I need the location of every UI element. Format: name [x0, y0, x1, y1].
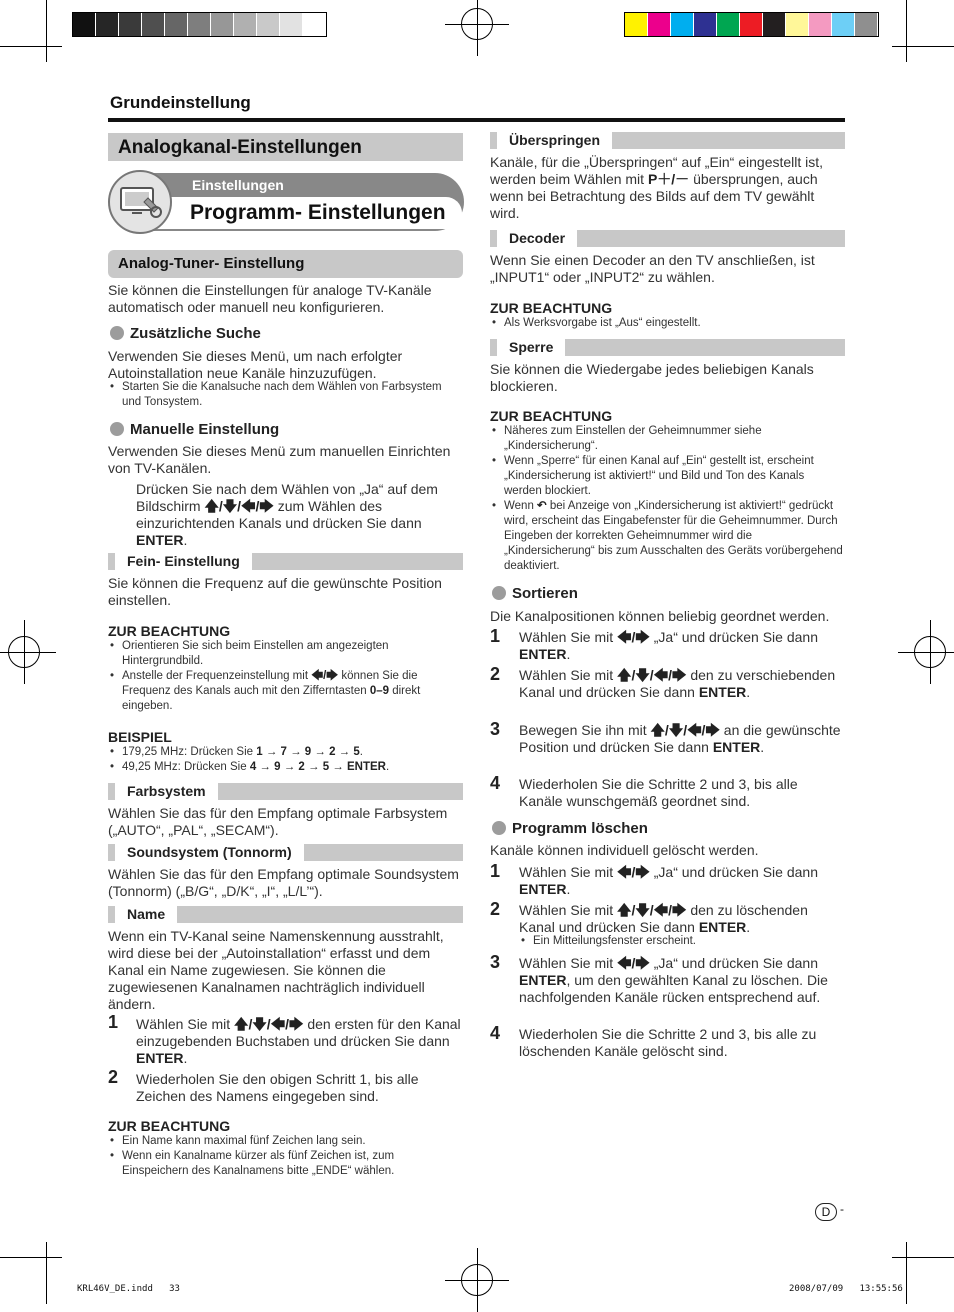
- name-text: Wenn ein TV-Kanal seine Namenskennung ausstrahlt, wird diese bei der „Autoinstallation“ erfasst und dem Kanal ein Name zugewiesen. Sie können die zugewiesenen Kanalnamen nachträglich individuell ändern.: [108, 928, 444, 1012]
- sperre-notes: • Näheres zum Einstellen der Geheimnummer siehe „Kindersicherung“. • Wenn „Sperre“ für einen Kanal auf „Ein“ gestellt ist, erscheint „Kindersicherung ist aktiviert!“ und Bild und Ton des Kanals werden blockiert. • Wenn ↶ bei Anzeige von „Kindersicherung ist aktiviert!“ gedrückt wird, erscheint das Eingabefenster für die Geheimnummer. Durch Eingeben der korrekten Geheimnummer wird die „Kindersicherung“ bis zum Ausschalten des Geräts vorübergehend deaktiviert.: [490, 424, 845, 574]
- manuell-text: Verwenden Sie dieses Menü zum manuellen Einrichten von TV-Kanälen.: [108, 443, 451, 476]
- color-swatch: [694, 13, 717, 36]
- color-swatch: [671, 13, 694, 36]
- sub-title-bar: [108, 250, 463, 278]
- color-swatch: [809, 13, 832, 36]
- loeschen-step-4: Wiederholen Sie die Schritte 2 und 3, bis alle zu löschenden Kanäle gelöscht sind.: [519, 1026, 817, 1059]
- zusatz-heading: Zusätzliche Suche: [110, 325, 261, 342]
- badge-small-label: Einstellungen: [192, 177, 284, 193]
- sperre-bar: Sperre: [490, 339, 845, 356]
- color-swatch: [142, 13, 165, 36]
- fein-text: Sie können die Frequenz auf die gewünschte Position einstellen.: [108, 575, 442, 608]
- color-swatch: [625, 13, 648, 36]
- section-title-bar: [108, 133, 463, 161]
- color-swatch: [211, 13, 234, 36]
- color-swatch: [717, 13, 740, 36]
- color-swatch: [96, 13, 119, 36]
- section-header: Grundeinstellung: [110, 93, 251, 112]
- step-number: 4: [490, 1023, 501, 1043]
- color-swatch: [303, 13, 326, 36]
- step-number: 1: [108, 1012, 119, 1032]
- color-swatch: [119, 13, 142, 36]
- color-swatch: [832, 13, 855, 36]
- color-swatch: [165, 13, 188, 36]
- name-notes: • Ein Name kann maximal fünf Zeichen lang sein. • Wenn ein Kanalname kürzer als fünf Zeichen ist, zum Einspeichern des Kanalnamens bitte „ENDE“ wählen.: [108, 1134, 463, 1179]
- loeschen-text: Kanäle können individuell gelöscht werden.: [490, 842, 759, 858]
- step-number: 4: [490, 773, 501, 793]
- zusatz-note: • Starten Sie die Kanalsuche nach dem Wählen von Farbsystem und Tonsystem.: [108, 380, 463, 410]
- page-dash: -: [840, 1202, 844, 1216]
- step-number: 2: [490, 899, 501, 919]
- step-number: 1: [490, 861, 501, 881]
- color-swatch: [740, 13, 763, 36]
- gray-swatch-bar: [72, 12, 327, 37]
- beispiel-list: • 179,25 MHz: Drücken Sie 1 → 7 → 9 → 2 → 5. • 49,25 MHz: Drücken Sie 4 → 9 → 2 → 5 → ENTER.: [108, 745, 463, 775]
- loeschen-heading: Programm löschen: [492, 820, 648, 837]
- timestamp: 2008/07/09 13:55:56: [789, 1284, 903, 1294]
- sub-title: Analog-Tuner- Einstellung: [118, 255, 305, 272]
- page-badge: D: [815, 1203, 837, 1221]
- ueberspringen-bar: Überspringen: [490, 132, 845, 149]
- decoder-text: Wenn Sie einen Decoder an den TV anschließen, ist „INPUT1“ oder „INPUT2“ zu wählen.: [490, 252, 815, 285]
- step-number: 2: [108, 1067, 119, 1087]
- color-swatch: [73, 13, 96, 36]
- intro-text: Sie können die Einstellungen für analoge TV-Kanäle automatisch oder manuell neu konfigurieren.: [108, 282, 432, 315]
- ueberspringen-text: Kanäle, für die „Überspringen“ auf „Ein“ eingestellt ist, werden beim Wählen mit P＋/－ übersprungen, auch wenn bei Betrachtung des Bilds auf dem TV gewählt wird.: [490, 154, 824, 221]
- manuell-heading: Manuelle Einstellung: [110, 421, 279, 438]
- decoder-note-title: ZUR BEACHTUNG: [490, 300, 613, 316]
- zusatz-text: Verwenden Sie dieses Menü, um nach erfolgter Autoinstallation neue Kanäle hinzuzufügen.: [108, 348, 403, 381]
- farbsystem-text: Wählen Sie das für den Empfang optimale Farbsystem („AUTO“, „PAL“, „SECAM“).: [108, 805, 448, 838]
- sperre-note-title: ZUR BEACHTUNG: [490, 408, 613, 424]
- sortieren-step-1: Wählen Sie mit 🡄/🡆 „Ja“ und drücken Sie dann ENTER.: [519, 629, 818, 662]
- sortieren-step-4: Wiederholen Sie die Schritte 2 und 3, bis alle Kanäle wunschgemäß geordnet sind.: [519, 776, 798, 809]
- sortieren-step-3: Bewegen Sie ihn mit 🡅/🡇/🡄/🡆 an die gewünschte Position und drücken Sie dann ENTER.: [519, 722, 841, 755]
- sortieren-heading: Sortieren: [492, 585, 578, 602]
- step-number: 2: [490, 664, 501, 684]
- color-swatch: [786, 13, 809, 36]
- registration-mark: [457, 4, 497, 44]
- loeschen-step-2-note: • Ein Mitteilungsfenster erscheint.: [519, 934, 845, 949]
- badge-large-label: Programm- Einstellungen: [190, 201, 446, 224]
- sortieren-text: Die Kanalpositionen können beliebig geordnet werden.: [490, 608, 830, 624]
- tv-settings-icon: [108, 170, 172, 234]
- decoder-notes: • Als Werksvorgabe ist „Aus“ eingestellt.: [490, 316, 845, 331]
- section-title: Analogkanal-Einstellungen: [118, 137, 362, 158]
- manuell-instruction: Drücken Sie nach dem Wählen von „Ja“ auf dem Bildschirm 🡅/🡇/🡄/🡆 zum Wählen des einzurichtenden Kanals und drücken Sie dann ENTER.: [136, 481, 438, 548]
- farbsystem-bar: Farbsystem: [108, 783, 463, 800]
- color-swatch: [234, 13, 257, 36]
- name-step-1: Wählen Sie mit 🡅/🡇/🡄/🡆 den ersten für den Kanal einzugebenden Buchstaben und drücken Sie dann ENTER.: [136, 1016, 461, 1066]
- loeschen-step-3: Wählen Sie mit 🡄/🡆 „Ja“ und drücken Sie dann ENTER, um den gewählten Kanal zu löschen. Die nachfolgenden Kanäle rücken entsprechend auf.: [519, 955, 828, 1005]
- registration-mark: [4, 632, 44, 672]
- programm-badge: [108, 170, 466, 234]
- file-info: KRL46V_DE.indd 33: [77, 1284, 180, 1294]
- fein-notes: • Orientieren Sie sich beim Einstellen am angezeigten Hintergrundbild. • Anstelle der Frequenzeinstellung mit 🡄/🡆 können Sie die Frequenz des Kanals auch mit den Zifferntasten 0–9 direkt eingeben.: [108, 639, 463, 714]
- decoder-bar: Decoder: [490, 230, 845, 247]
- color-swatch: [188, 13, 211, 36]
- color-swatch: [855, 13, 878, 36]
- fein-note-title: ZUR BEACHTUNG: [108, 623, 231, 639]
- loeschen-step-1: Wählen Sie mit 🡄/🡆 „Ja“ und drücken Sie dann ENTER.: [519, 864, 818, 897]
- sortieren-step-2: Wählen Sie mit 🡅/🡇/🡄/🡆 den zu verschiebenden Kanal und drücken Sie dann ENTER.: [519, 667, 836, 700]
- beispiel-title: BEISPIEL: [108, 729, 172, 745]
- step-number: 1: [490, 626, 501, 646]
- header-rule: [108, 118, 845, 122]
- name-bar: Name: [108, 906, 463, 923]
- color-swatch: [648, 13, 671, 36]
- registration-mark: [910, 632, 950, 672]
- soundsystem-bar: Soundsystem (Tonnorm): [108, 844, 463, 861]
- step-number: 3: [490, 719, 501, 739]
- color-swatch-bar: [624, 12, 879, 37]
- name-note-title: ZUR BEACHTUNG: [108, 1118, 231, 1134]
- step-number: 3: [490, 952, 501, 972]
- fein-bar: Fein- Einstellung: [108, 553, 463, 570]
- sperre-text: Sie können die Wiedergabe jedes beliebigen Kanals blockieren.: [490, 361, 814, 394]
- color-swatch: [257, 13, 280, 36]
- registration-mark: [457, 1260, 497, 1300]
- color-swatch: [763, 13, 786, 36]
- soundsystem-text: Wählen Sie das für den Empfang optimale Soundsystem (Tonnorm) („B/G“, „D/K“, „I“, „L/L’“).: [108, 866, 459, 899]
- loeschen-step-2: Wählen Sie mit 🡅/🡇/🡄/🡆 den zu löschenden Kanal und drücken Sie dann ENTER.: [519, 902, 808, 935]
- name-step-2: Wiederholen Sie den obigen Schritt 1, bis alle Zeichen des Namens eingegeben sind.: [136, 1071, 419, 1104]
- color-swatch: [280, 13, 303, 36]
